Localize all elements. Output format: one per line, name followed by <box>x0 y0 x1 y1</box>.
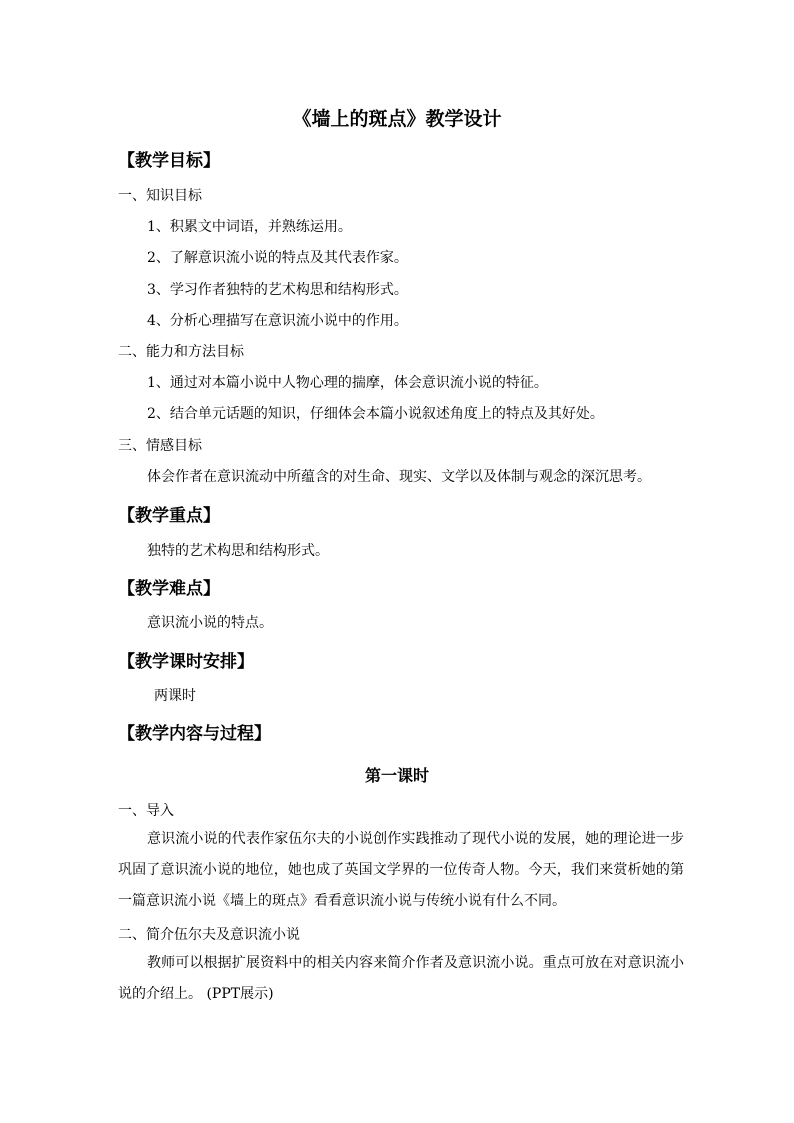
ability-goal-item: 1、通过对本篇小说中人物心理的揣摩，体会意识流小说的特征。 <box>147 375 548 391</box>
document-title: 《墙上的斑点》教学设计 <box>292 108 502 130</box>
author-intro-paragraph: 教师可以根据扩展资料中的相关内容来简介作者及意识流小说。重点可放在对意识流小说的介绍上。 (PPT展示) <box>118 955 684 1002</box>
knowledge-goal-item: 1、积累文中词语，并熟练运用。 <box>147 219 352 235</box>
key-points-heading: 【教学重点】 <box>118 506 220 526</box>
difficulties-text: 意识流小说的特点。 <box>147 615 273 631</box>
author-intro-label: 二、简介伍尔夫及意识流小说 <box>118 927 300 943</box>
schedule-heading: 【教学课时安排】 <box>118 652 254 672</box>
knowledge-goals-label: 一、知识目标 <box>118 188 202 204</box>
key-points-text: 独特的艺术构思和结构形式。 <box>147 543 329 559</box>
emotion-goals-label: 三、情感目标 <box>118 438 202 454</box>
ability-goals-label: 二、能力和方法目标 <box>118 344 244 360</box>
difficulties-heading: 【教学难点】 <box>118 579 220 599</box>
process-heading: 【教学内容与过程】 <box>118 724 271 744</box>
objectives-heading: 【教学目标】 <box>118 151 220 171</box>
lesson-one-title: 第一课时 <box>364 766 429 785</box>
intro-paragraph: 意识流小说的代表作家伍尔夫的小说创作实践推动了现代小说的发展，她的理论进一步巩固了意识流小说的地位，她也成了英国文学界的一位传奇人物。今天，我们来赏析她的第一篇意识流小说《墙上的斑点》看看意识流小说与传统小说有什么不同。 <box>118 831 684 909</box>
ability-goal-item: 2、结合单元话题的知识，仔细体会本篇小说叙述角度上的特点及其好处。 <box>147 406 604 422</box>
emotion-goal-text: 体会作者在意识流动中所蕴含的对生命、现实、文学以及体制与观念的深沉思考。 <box>147 469 651 485</box>
schedule-text: 两课时 <box>154 688 196 704</box>
knowledge-goal-item: 4、分析心理描写在意识流小说中的作用。 <box>147 313 408 329</box>
knowledge-goal-item: 3、学习作者独特的艺术构思和结构形式。 <box>147 282 408 298</box>
knowledge-goal-item: 2、了解意识流小说的特点及其代表作家。 <box>147 250 408 266</box>
intro-label: 一、导入 <box>118 803 174 819</box>
